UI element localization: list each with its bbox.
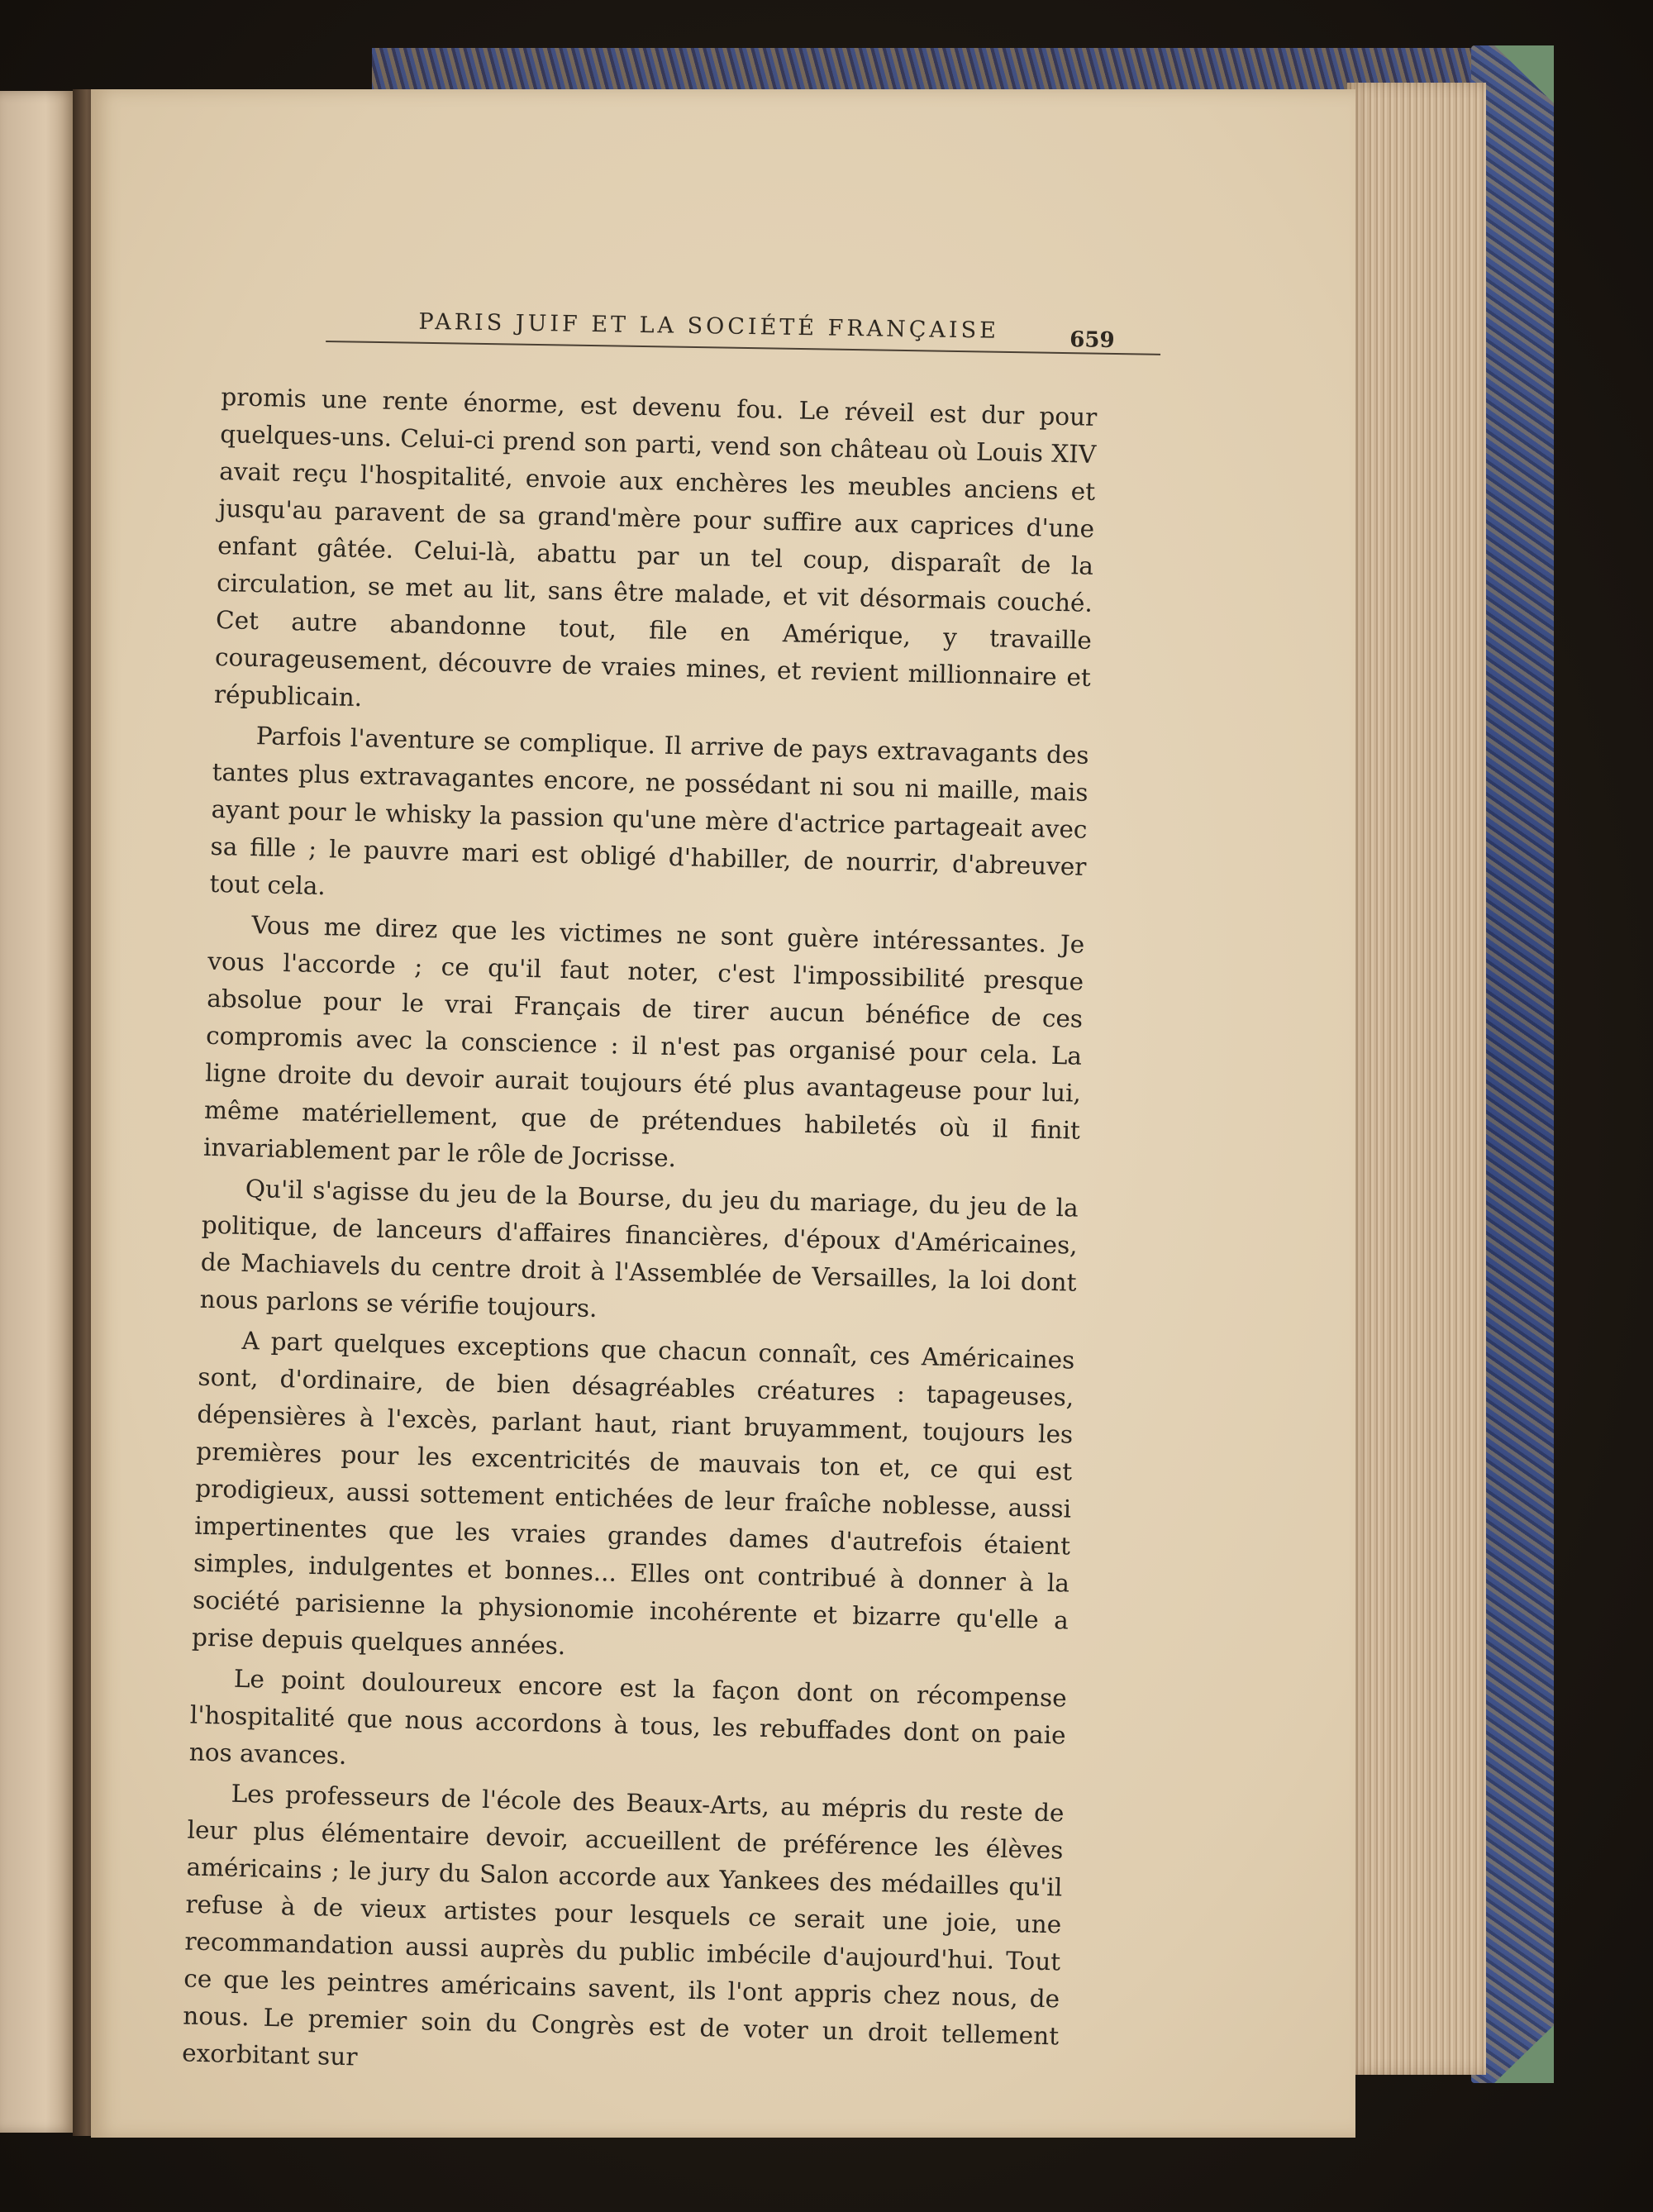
- paragraph: Parfois l'aventure se complique. Il arrive de pays extravagants des tantes plus extravagantes encore, ne possédant ni sou ni maille, mais ayant pour le whisky la passion qu'une mère d'actrice partageait avec sa fille ; le pauvre mari est obligé d'habiller, de nourrir, d'abreuver tout cela.: [209, 722, 1089, 901]
- paragraph: Les professeurs de l'école des Beaux-Arts, au mépris du reste de leur plus élémentaire devoir, accueillent de préférence les élèves américains ; le jury du Salon accorde aux Yankees des médailles qu'il refuse à de vieux artistes pour lesquels ce serait une joie, une recommandation aussi auprès du public imbécile d'aujourd'hui. Tout ce que les peintres américains savent, ils l'ont appris chez nous, de nous. Le premier soin du Congrès est de voter un droit tellement exorbitant sur: [181, 1779, 1065, 2071]
- running-head-title: PARIS JUIF ET LA SOCIÉTÉ FRANÇAISE: [418, 308, 1000, 344]
- body-text: [182, 379, 1098, 2092]
- paragraph: Vous me direz que les victimes ne sont guère intéressantes. Je vous l'accorde ; ce qu'il faut noter, c'est l'impossibilité presque absolue pour le vrai Français de tirer aucun bénéfice de ces compromis avec la conscience : il n'est pas organisé pour cela. La ligne droite du devoir aurait toujours été plus avantageuse pour lui, même matériellement, que de prétendues habiletés où il finit invariablement par le rôle de Jocrisse.: [202, 911, 1085, 1173]
- header-rule: [326, 341, 1160, 355]
- facing-page-edge: [0, 91, 76, 2133]
- page-number: 659: [1069, 327, 1115, 353]
- paragraph: Le point douloureux encore est la façon dont on récompense l'hospitalité que nous accordons à tous, les rebuffades dont on paie nos avances.: [188, 1664, 1068, 1771]
- paragraph: Qu'il s'agisse du jeu de la Bourse, du jeu du mariage, du jeu de la politique, de lanceurs d'affaires financières, d'époux d'Américaines, de Machiavels du centre droit à l'Assemblée de Versailles, la loi dont nous parlons se vérifie toujours.: [199, 1174, 1079, 1323]
- page-block-edges: [1347, 83, 1486, 2075]
- running-head: [326, 298, 1115, 368]
- paragraph: A part quelques exceptions que chacun connaît, ces Américaines sont, d'ordinaire, de bien désagréables créatures : tapageuses, dépensières à l'excès, parlant haut, riant bruyamment, toujours les premières pour les excentricités de mauvais ton et, ce qui est prodigieux, aussi sottement entichées de leur fraîche noblesse, aussi impertinentes que les vraies grandes dames d'autrefois étaient simples, indulgentes et bonnes... Elles ont contribué à donner à la société parisienne la physionomie incohérente et bizarre qu'elle a prise depuis quelques années.: [191, 1326, 1075, 1661]
- paragraph-continuation: promis une rente énorme, est devenu fou. Le réveil est dur pour quelques-uns. Celui-ci prend son parti, vend son château où Louis XIV avait reçu l'hospitalité, envoie aux enchères les meubles anciens et jusqu'au paravent de sa grand'mère pour suffire aux caprices d'une enfant gâtée. Celui-là, abattu par un tel coup, disparaît de la circulation, se met au lit, sans être malade, et vit désormais couché. Cet autre abandonne tout, file en Amérique, y travaille courageusement, découvre de vraies mines, et revient millionnaire et républicain.: [213, 382, 1098, 713]
